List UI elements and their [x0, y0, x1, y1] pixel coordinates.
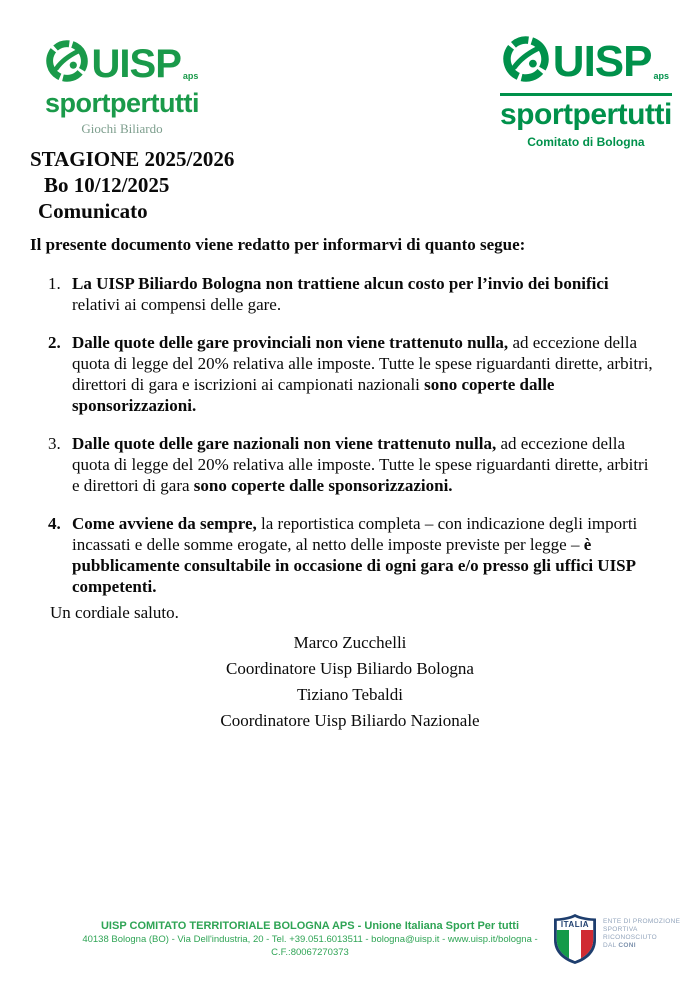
- sportpertutti-tagline: sportpertutti: [500, 98, 672, 131]
- coni-text: ENTE DI PROMOZIONE SPORTIVA RICONOSCIUTO DAL CONI: [603, 918, 681, 949]
- coni-recognition: [553, 913, 680, 970]
- uisp-wordmark: UISP aps: [91, 41, 199, 86]
- signature-line: Marco Zucchelli: [293, 633, 407, 652]
- list-item: 1. La UISP Biliardo Bologna non trattiene alcun costo per l’invio dei bonifici relativi ai compensi delle gare.: [48, 274, 609, 314]
- signature-line: Coordinatore Uisp Biliardo Bologna: [226, 659, 474, 678]
- numbered-list: [48, 273, 655, 614]
- signature-line: Tiziano Tebaldi: [296, 685, 403, 704]
- list-item: 4. Come avviene da sempre, la reportistica completa – con indicazione degli importi incassati e delle somme erogate, al netto delle imposte previste per legge – è pubblicamente consultabile in occasione di ogni gara e/o presso gli uffici UISP competenti.: [48, 514, 638, 596]
- uisp-emblem-icon: [503, 36, 549, 87]
- footer-address: 40138 Bologna (BO) - Via Dell'industria, 20 - Tel. +39.051.6013511 - bologna@uisp.it - www.uisp.it/bologna - C.F.:80067270373: [82, 934, 538, 958]
- list-item: 2. Dalle quote delle gare provinciali non viene trattenuto nulla, ad eccezione della quota di legge del 20% relativa alle imposte. Tutte le spese riguardanti dirette, arbitri, direttori di gara e iscrizioni ai campionati nazionali sono coperte dalle sponsorizzazioni.: [48, 333, 653, 415]
- giochi-biliardo-label: Giochi Biliardo: [81, 121, 163, 137]
- season-title: STAGIONE 2025/2026: [30, 147, 235, 171]
- uisp-logo-giochi-biliardo: [45, 40, 199, 137]
- list-item: 3. Dalle quote delle gare nazionali non viene trattenuto nulla, ad eccezione della quota di legge del 20% relativa alle imposte. Tutte le spese riguardanti dirette, arbitri e direttori di gara sono coperte dalle sponsorizzazioni.: [48, 434, 649, 495]
- signature-line: Coordinatore Uisp Biliardo Nazionale: [220, 711, 480, 730]
- uisp-emblem-icon: [46, 40, 88, 87]
- footer-org-name: UISP COMITATO TERRITORIALE BOLOGNA APS - Unione Italiana Sport Per tutti: [100, 920, 520, 932]
- title-block: [30, 146, 234, 224]
- comunicato-heading: Comunicato: [38, 199, 148, 223]
- uisp-wordmark: UISP aps: [552, 36, 670, 86]
- logo-divider: [500, 93, 672, 96]
- sportpertutti-tagline: sportpertutti: [45, 88, 199, 118]
- footer-contact: [60, 919, 560, 959]
- svg-text:ITALIA: ITALIA: [560, 920, 590, 929]
- uisp-logo-comitato-bologna: [500, 36, 672, 149]
- intro-paragraph: Il presente documento viene redatto per informarvi di quanto segue:: [30, 235, 526, 254]
- date-line: Bo 10/12/2025: [44, 173, 170, 197]
- comitato-bologna-label: Comitato di Bologna: [527, 134, 645, 149]
- signature-block: [0, 630, 700, 734]
- italy-shield-icon: [553, 913, 597, 970]
- closing-salutation: Un cordiale saluto.: [50, 603, 179, 622]
